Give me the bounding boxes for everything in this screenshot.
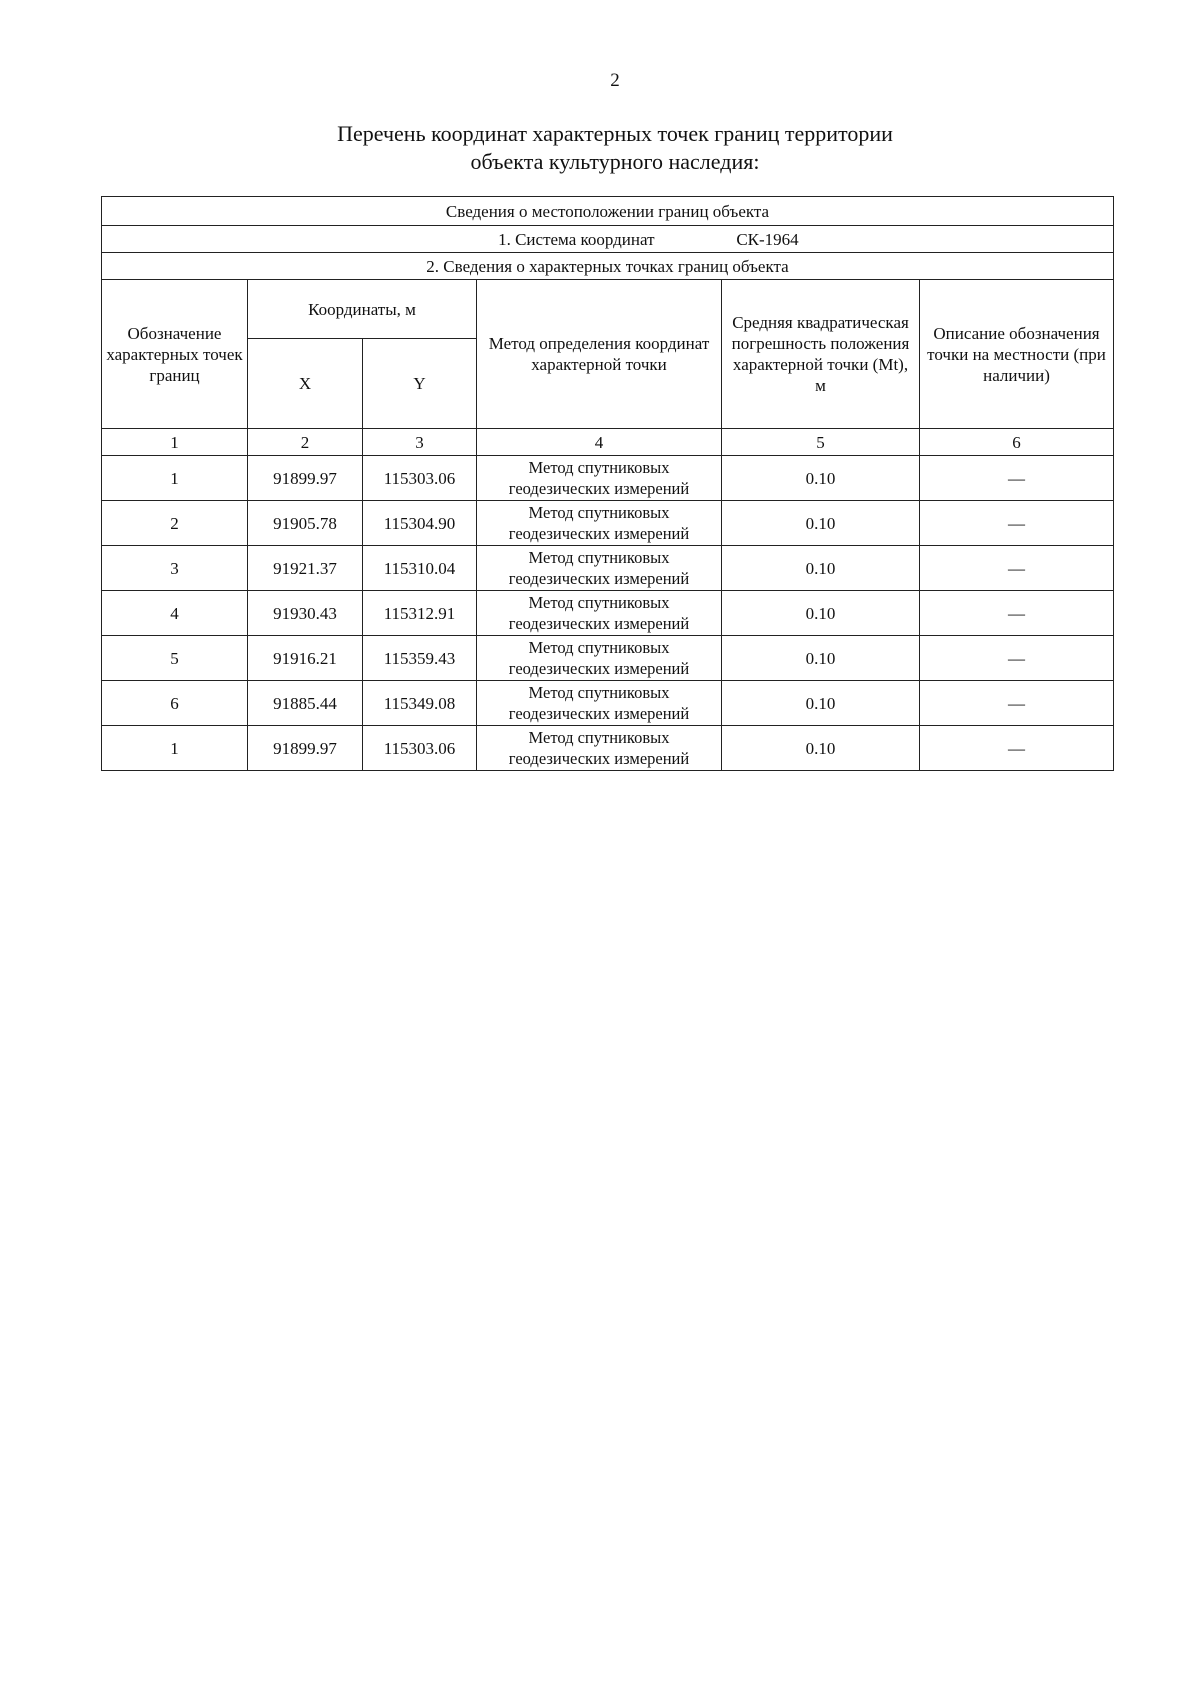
point-cell: 3 — [102, 546, 248, 591]
coordinates-table — [101, 196, 1114, 771]
method-line-2: геодезических измерений — [508, 479, 690, 498]
y-cell: 115304.90 — [363, 501, 477, 546]
x-cell: 91921.37 — [248, 546, 363, 591]
section-title: Сведения о местоположении границ объекта — [102, 197, 1114, 226]
y-cell: 115349.08 — [363, 681, 477, 726]
column-number: 6 — [920, 429, 1114, 456]
method-line-2: геодезических измерений — [508, 614, 690, 633]
error-cell: 0.10 — [722, 591, 920, 636]
method-line-2: геодезических измерений — [508, 524, 690, 543]
description-cell: — — [920, 636, 1114, 681]
points-section-label: 2. Сведения о характерных точках границ объекта — [102, 253, 1114, 280]
document-title — [0, 120, 1200, 176]
header-y: Y — [363, 339, 477, 429]
column-number: 1 — [102, 429, 248, 456]
column-number: 2 — [248, 429, 363, 456]
y-cell: 115303.06 — [363, 726, 477, 771]
method-line-1: Метод спутниковых — [528, 503, 670, 522]
x-cell: 91916.21 — [248, 636, 363, 681]
error-cell: 0.10 — [722, 546, 920, 591]
x-cell: 91930.43 — [248, 591, 363, 636]
description-cell: — — [920, 591, 1114, 636]
y-cell: 115303.06 — [363, 456, 477, 501]
description-cell: — — [920, 546, 1114, 591]
method-cell — [477, 456, 722, 501]
method-cell — [477, 636, 722, 681]
coord-system-row — [102, 226, 1114, 253]
table-row — [102, 501, 1114, 546]
error-cell: 0.10 — [722, 726, 920, 771]
header-designation: Обозначение характерных точек границ — [102, 280, 248, 429]
point-cell: 2 — [102, 501, 248, 546]
method-line-1: Метод спутниковых — [528, 728, 670, 747]
title-line-1: Перечень координат характерных точек границ территории — [337, 121, 893, 146]
x-cell: 91885.44 — [248, 681, 363, 726]
method-line-2: геодезических измерений — [508, 659, 690, 678]
method-cell — [477, 591, 722, 636]
method-line-2: геодезических измерений — [508, 569, 690, 588]
table-row — [102, 681, 1114, 726]
method-cell — [477, 501, 722, 546]
header-coordinates: Координаты, м — [248, 280, 477, 339]
method-line-1: Метод спутниковых — [528, 638, 670, 657]
description-cell: — — [920, 726, 1114, 771]
y-cell: 115359.43 — [363, 636, 477, 681]
method-line-2: геодезических измерений — [508, 704, 690, 723]
page-number: 2 — [610, 70, 620, 91]
x-cell: 91899.97 — [248, 456, 363, 501]
column-number: 5 — [722, 429, 920, 456]
title-line-2: объекта культурного наследия: — [470, 149, 760, 174]
table-row — [102, 726, 1114, 771]
header-method: Метод определения координат характерной точки — [477, 280, 722, 429]
description-cell: — — [920, 681, 1114, 726]
table-row — [102, 456, 1114, 501]
method-line-2: геодезических измерений — [508, 749, 690, 768]
y-cell: 115312.91 — [363, 591, 477, 636]
method-cell — [477, 681, 722, 726]
header-x: X — [248, 339, 363, 429]
x-cell: 91905.78 — [248, 501, 363, 546]
point-cell: 5 — [102, 636, 248, 681]
point-cell: 1 — [102, 456, 248, 501]
column-number: 3 — [363, 429, 477, 456]
description-cell: — — [920, 456, 1114, 501]
point-cell: 1 — [102, 726, 248, 771]
description-cell: — — [920, 501, 1114, 546]
method-line-1: Метод спутниковых — [528, 683, 670, 702]
header-error: Средняя квадратическая погрешность положения характерной точки (Mt), м — [722, 280, 920, 429]
method-cell — [477, 546, 722, 591]
coord-system-label: 1. Система координат — [498, 229, 655, 249]
method-line-1: Метод спутниковых — [528, 548, 670, 567]
point-cell: 6 — [102, 681, 248, 726]
y-cell: 115310.04 — [363, 546, 477, 591]
column-number: 4 — [477, 429, 722, 456]
table-row — [102, 636, 1114, 681]
error-cell: 0.10 — [722, 456, 920, 501]
method-line-1: Метод спутниковых — [528, 458, 670, 477]
header-description: Описание обозначения точки на местности (при наличии) — [920, 280, 1114, 429]
error-cell: 0.10 — [722, 681, 920, 726]
error-cell: 0.10 — [722, 636, 920, 681]
point-cell: 4 — [102, 591, 248, 636]
x-cell: 91899.97 — [248, 726, 363, 771]
coord-system-value: СК-1964 — [736, 229, 799, 249]
method-line-1: Метод спутниковых — [528, 593, 670, 612]
error-cell: 0.10 — [722, 501, 920, 546]
method-cell — [477, 726, 722, 771]
table-row — [102, 591, 1114, 636]
table-row — [102, 546, 1114, 591]
